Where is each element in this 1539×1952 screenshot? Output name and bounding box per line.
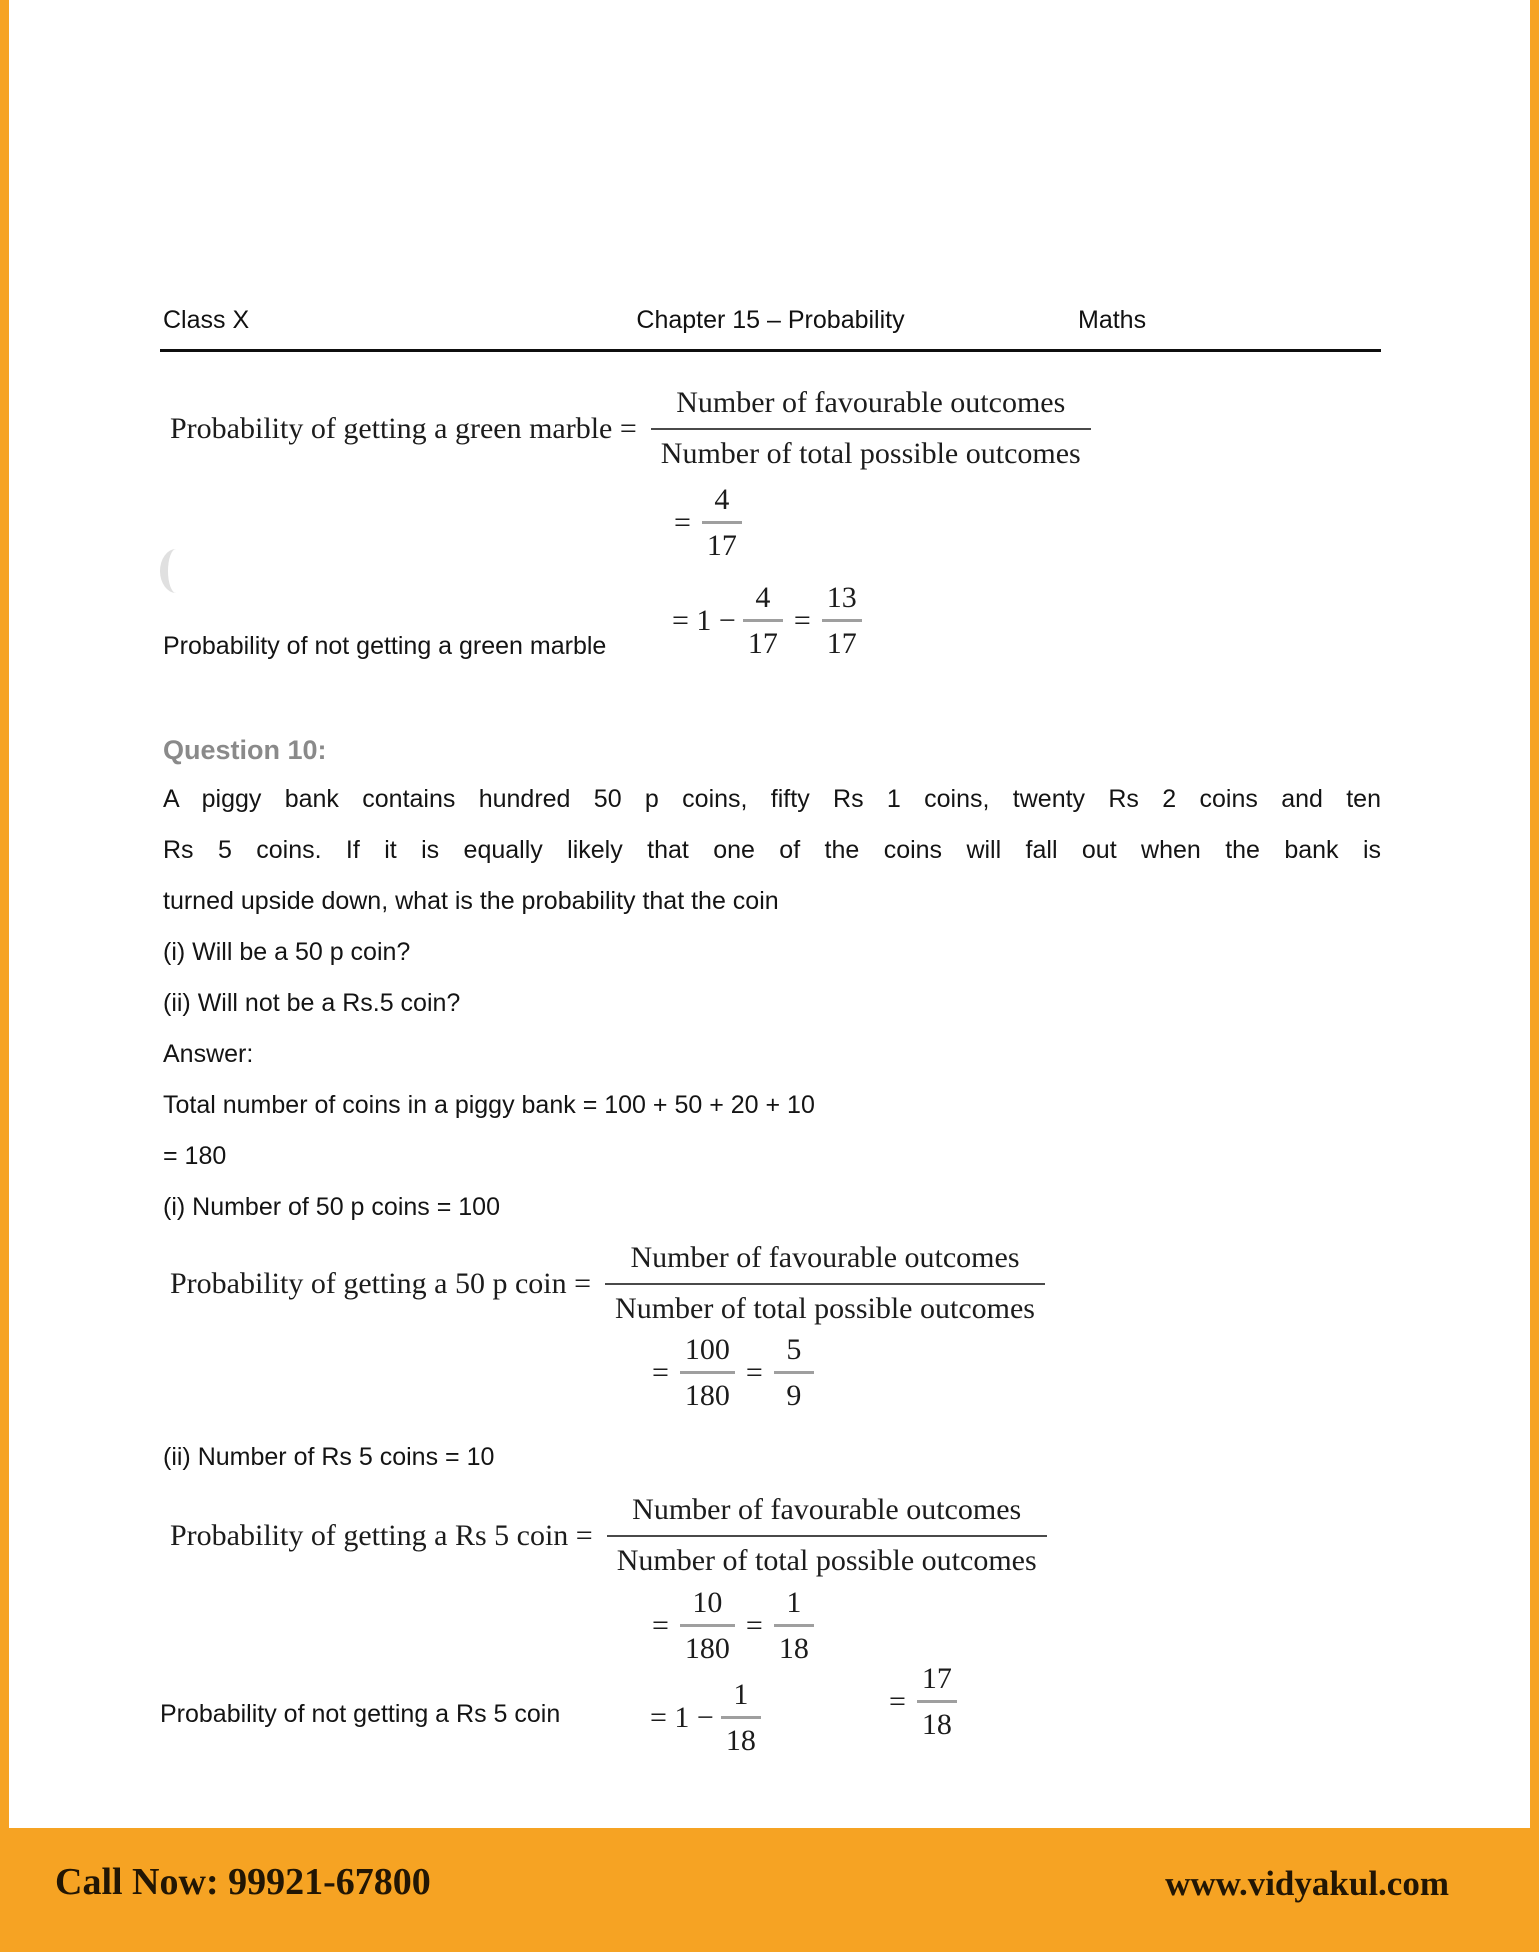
fraction-denominator: 180 <box>684 1632 730 1665</box>
footer-website: www.vidyakul.com <box>1165 1864 1449 1903</box>
fraction-numerator: 1 <box>721 1678 761 1719</box>
total-coins-result: = 180 <box>163 1142 227 1170</box>
fraction-numerator: 100 <box>680 1333 735 1374</box>
question-paragraph-line: Rs 5 coins. If it is equally likely that one of the coins will fall out when the bank is <box>163 836 1381 864</box>
formula-numerator: Number of favourable outcomes <box>605 1241 1045 1285</box>
fraction-denominator: 17 <box>706 529 737 562</box>
fraction-5-9 <box>774 1333 814 1412</box>
formula-denominator: Number of total possible outcomes <box>660 436 1081 470</box>
footer-bar <box>0 1828 1539 1952</box>
not-rs5-label: Probability of not getting a Rs 5 coin <box>160 1700 561 1728</box>
fraction-numerator: 4 <box>743 581 783 622</box>
equals-sign: = <box>652 1355 669 1389</box>
question-paragraph-line: A piggy bank contains hundred 50 p coins, fifty Rs 1 coins, twenty Rs 2 coins and ten <box>163 785 1381 813</box>
left-border-stripe <box>0 0 9 1952</box>
fraction-100-180 <box>680 1333 735 1412</box>
result-rs5-coin <box>648 1586 821 1665</box>
equals-sign: = <box>674 505 691 539</box>
result-green-marble <box>670 483 749 562</box>
formula-numerator: Number of favourable outcomes <box>607 1493 1047 1537</box>
not-rs5-math-left <box>650 1678 768 1757</box>
formula-numerator: Number of favourable outcomes <box>651 386 1091 430</box>
equation-50p-coin <box>170 1241 1045 1326</box>
fraction-4-17 <box>743 581 783 660</box>
fraction-numerator: 13 <box>822 581 862 622</box>
formula-fraction <box>651 386 1091 471</box>
equation-green-marble <box>170 386 1091 471</box>
fraction-10-180 <box>680 1586 735 1665</box>
fraction-numerator: 17 <box>917 1662 957 1703</box>
fraction-numerator: 1 <box>774 1586 814 1627</box>
footer-phone: Call Now: 99921-67800 <box>55 1861 431 1903</box>
right-border-stripe <box>1530 0 1539 1952</box>
fraction-numerator: 4 <box>702 483 742 524</box>
equation-rs5-label: Probability of getting a Rs 5 coin = <box>170 1518 593 1552</box>
fraction-denominator: 18 <box>921 1708 952 1741</box>
formula-denominator: Number of total possible outcomes <box>616 1543 1037 1577</box>
fraction-1-18 <box>774 1586 814 1665</box>
header-rule <box>160 349 1381 352</box>
one-minus-prefix: = 1 − <box>650 1700 714 1734</box>
not-rs5-math-right <box>885 1662 964 1741</box>
fraction-numerator: 5 <box>774 1333 814 1374</box>
count-50p-line: (i) Number of 50 p coins = 100 <box>163 1193 500 1221</box>
not-green-marble-label: Probability of not getting a green marble <box>163 632 607 660</box>
question-item-i: (i) Will be a 50 p coin? <box>163 938 411 966</box>
fraction-denominator: 17 <box>826 627 857 660</box>
fraction-denominator: 18 <box>725 1724 756 1757</box>
one-minus-prefix: = 1 − <box>672 603 736 637</box>
formula-fraction <box>607 1493 1047 1578</box>
fraction-denominator: 17 <box>747 627 778 660</box>
result-50p-coin <box>648 1333 821 1412</box>
question-paragraph-line: turned upside down, what is the probability that the coin <box>163 887 779 915</box>
equation-50p-label: Probability of getting a 50 p coin = <box>170 1266 592 1300</box>
equation-green-marble-label: Probability of getting a green marble = <box>170 411 637 445</box>
equals-sign: = <box>889 1684 906 1718</box>
formula-denominator: Number of total possible outcomes <box>615 1291 1035 1325</box>
equation-rs5-coin <box>170 1493 1047 1578</box>
header-chapter-title: Chapter 15 – Probability <box>636 306 905 334</box>
not-green-marble-math <box>672 581 869 660</box>
fraction-denominator: 18 <box>778 1632 809 1665</box>
equals-sign: = <box>793 603 811 637</box>
scan-smudge-artifact <box>160 549 192 593</box>
fraction-numerator: 10 <box>680 1586 735 1627</box>
header-class-label: Class X <box>163 306 250 334</box>
fraction-1-18 <box>721 1678 761 1757</box>
question-heading: Question 10: <box>163 735 327 765</box>
fraction-17-18 <box>917 1662 957 1741</box>
equals-sign: = <box>745 1608 763 1642</box>
question-item-ii: (ii) Will not be a Rs.5 coin? <box>163 989 461 1017</box>
total-coins-line: Total number of coins in a piggy bank = 100 + 50 + 20 + 10 <box>163 1091 815 1119</box>
header-subject-label: Maths <box>1078 306 1147 334</box>
fraction-denominator: 180 <box>684 1379 730 1412</box>
answer-label: Answer: <box>163 1040 254 1068</box>
formula-fraction <box>605 1241 1045 1326</box>
count-rs5-line: (ii) Number of Rs 5 coins = 10 <box>163 1443 495 1471</box>
equals-sign: = <box>745 1355 763 1389</box>
equals-sign: = <box>652 1608 669 1642</box>
fraction-4-17 <box>702 483 742 562</box>
fraction-denominator: 9 <box>786 1379 802 1412</box>
fraction-13-17 <box>822 581 862 660</box>
